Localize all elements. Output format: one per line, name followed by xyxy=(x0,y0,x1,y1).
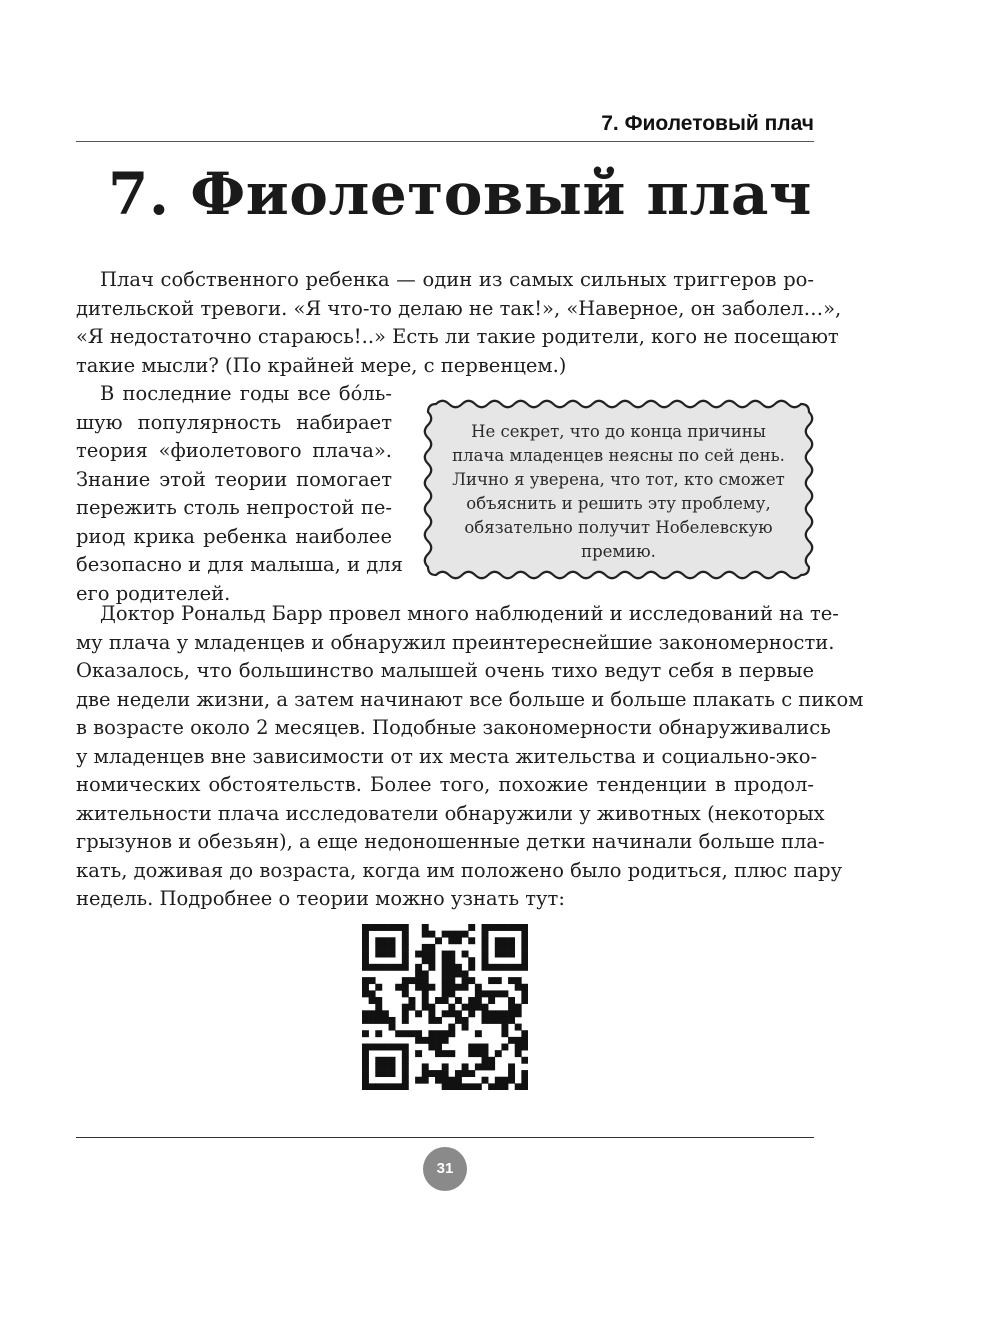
qr-code-graphic xyxy=(362,924,528,1090)
text-line: у младенцев вне зависимости от их места жительства и социально-эко- xyxy=(76,744,818,768)
callout-line: премию. xyxy=(581,542,656,561)
page-number-badge: 31 xyxy=(423,1147,467,1191)
text-line: жительности плача исследователи обнаружили у животных (некоторых xyxy=(76,801,825,825)
callout-line: Не секрет, что до конца причины xyxy=(471,422,766,441)
text-line: безопасно и для малыша, и для xyxy=(76,553,403,576)
text-line: пережить столь непростой пе- xyxy=(76,496,392,519)
text-line: грызунов и обезьян), а еще недоношенные детки начинали больше пла- xyxy=(76,830,825,853)
callout-line: объяснить и решить эту проблему, xyxy=(466,494,771,513)
callout-box xyxy=(422,398,815,581)
text-line: му плача у младенцев и обнаружил преинтереснейшие закономерности. xyxy=(76,630,835,654)
text-line: шую популярность набирает xyxy=(76,410,392,434)
text-line: теория «фиолетового плача». xyxy=(76,439,392,462)
running-head: 7. Фиолетовый плач xyxy=(601,112,814,135)
text-line: В последние годы все бо́ль- xyxy=(100,382,392,405)
header-rule xyxy=(76,141,814,142)
paragraph-intro xyxy=(76,266,842,380)
paragraph-theory xyxy=(76,380,403,608)
text-line: риод крика ребенка наиболее xyxy=(76,524,392,548)
callout-line: обязательно получит Нобелевскую xyxy=(464,518,773,537)
text-line: в возрасте около 2 месяцев. Подобные закономерности обнаруживались xyxy=(76,716,831,739)
text-line: кать, доживая до возраста, когда им положено было родиться, плюс пару xyxy=(76,858,843,882)
qr-code-icon[interactable] xyxy=(362,924,528,1090)
text-line: такие мысли? (По крайней мере, с первенцем.) xyxy=(76,353,567,377)
text-line: недель. Подробнее о теории можно узнать тут: xyxy=(76,887,565,910)
chapter-title: 7. Фиолетовый плач xyxy=(108,160,812,228)
text-line: Оказалось, что большинство малышей очень тихо ведут себя в первые xyxy=(76,659,814,682)
callout-line: плача младенцев неясны по сей день. xyxy=(452,446,785,465)
text-line: две недели жизни, а затем начинают все больше и больше плакать с пиком xyxy=(76,687,864,711)
paragraph-research xyxy=(76,600,864,914)
text-line: Знание этой теории помогает xyxy=(76,467,392,491)
footer-rule xyxy=(76,1137,814,1138)
text-line: Плач собственного ребенка — один из самых сильных триггеров ро- xyxy=(100,268,814,291)
text-line: его родителей. xyxy=(76,581,231,605)
text-line: дительской тревоги. «Я что-то делаю не так!», «Наверное, он заболел…», xyxy=(76,296,842,320)
text-line: «Я недостаточно стараюсь!..» Есть ли такие родители, кого не посещают xyxy=(76,325,839,348)
callout-text xyxy=(442,420,795,564)
text-line: номических обстоятельств. Более того, похожие тенденции в продол- xyxy=(76,773,814,796)
callout-line: Лично я уверена, что тот, кто сможет xyxy=(452,470,785,489)
text-line: Доктор Рональд Барр провел много наблюдений и исследований на те- xyxy=(100,602,839,625)
